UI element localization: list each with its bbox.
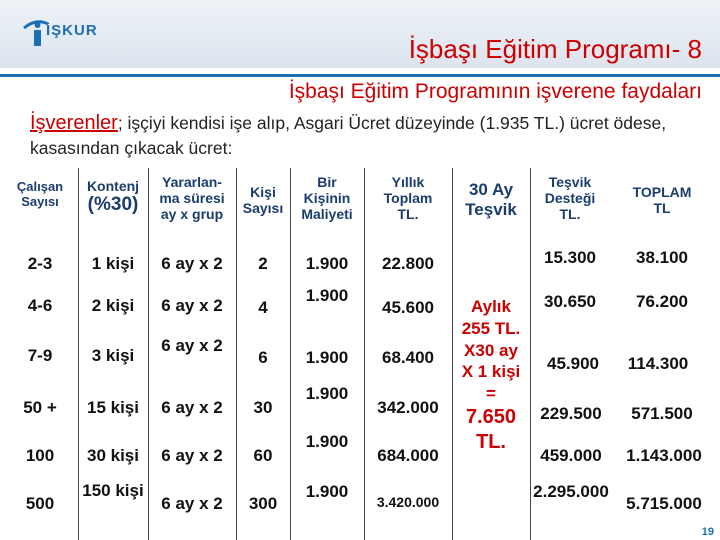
table-cell: 684.000	[377, 446, 439, 465]
table-cell: 1.900	[305, 254, 349, 273]
note-line: TL.	[476, 431, 506, 454]
header-kontenjan	[78, 178, 148, 216]
table-cell: 1.900	[305, 432, 349, 451]
table-cell: 7-9	[27, 346, 53, 365]
table-cell: 4-6	[27, 296, 53, 315]
slide-subtitle: İşbaşı Eğitim Programının işverene faydaları	[288, 80, 702, 103]
table-cell: 60	[253, 446, 273, 465]
header-kontenjan-line2: (%30)	[87, 194, 139, 216]
header-tesvik-destegi-line2: Desteği	[544, 190, 596, 207]
header-tesvik-destegi-line3: TL.	[559, 206, 581, 223]
header-toplam-line2: TL	[653, 200, 671, 217]
table-cell: 3 kişi	[91, 346, 135, 365]
table-cell: 1.900	[305, 286, 349, 305]
header-maliyet-line3: Maliyeti	[301, 206, 353, 223]
table-cell: 4	[258, 298, 268, 317]
header-kisi-line2: Sayısı	[242, 200, 284, 217]
table-cell: 2-3	[27, 254, 53, 273]
table-cell: 22.800	[382, 254, 434, 273]
header-yillik-line2: Toplam	[383, 190, 433, 207]
header-tesvik30	[452, 180, 530, 219]
table-cell: 114.300	[627, 354, 689, 373]
header-yillik-line3: TL.	[397, 206, 419, 223]
table-cell: 2	[258, 254, 268, 273]
header-tesvik30-line2: Teşvik	[465, 199, 517, 219]
header-calisan-line2: Sayısı	[21, 193, 59, 209]
table-cell: 571.500	[631, 404, 693, 423]
table-cell: 1.900	[305, 348, 349, 367]
header-maliyet-line2: Kişinin	[303, 190, 351, 207]
table-cell: 76.200	[636, 292, 688, 311]
table-cell: 342.000	[377, 398, 439, 417]
header-sure-line2: ma süresi	[159, 190, 225, 207]
header-kontenjan-line1: Kontenj	[86, 178, 140, 194]
header-sure	[148, 174, 236, 222]
note-line: 7.650	[465, 405, 517, 428]
note-line: X 1 kişi	[461, 362, 521, 382]
header-kisi	[236, 184, 290, 216]
table-cell: 30 kişi	[87, 446, 139, 465]
table-cell: 30	[253, 398, 273, 417]
table-cell: 229.500	[540, 404, 602, 423]
table-cell: 6 ay x 2	[161, 296, 223, 315]
table-cell: 50 +	[23, 398, 57, 417]
intro-paragraph	[30, 110, 720, 161]
table-cell: 38.100	[636, 248, 688, 267]
table-cell: 6 ay x 2	[161, 254, 223, 273]
header-maliyet-line1: Bir	[317, 174, 337, 190]
header-kisi-line1: Kişi	[250, 184, 276, 200]
table-cell: 3.420.000	[376, 494, 440, 510]
header-toplam	[610, 184, 714, 216]
table-cell: 15.300	[544, 248, 596, 267]
title-divider	[0, 74, 720, 77]
monthly-incentive-note	[452, 296, 530, 456]
table-cell: 1.900	[305, 482, 349, 501]
header-yillik-line1: Yıllık	[391, 174, 425, 190]
table-cell: 45.900	[547, 354, 599, 373]
header-sure-line3: ay x grup	[160, 206, 224, 223]
table-cell: 6 ay x 2	[161, 398, 223, 417]
header-tesvik-destegi-line1: Teşvik	[548, 174, 592, 190]
header-calisan-line1: Çalışan	[16, 179, 64, 194]
table-cell: 15 kişi	[87, 398, 139, 417]
table-cell: 68.400	[382, 348, 434, 367]
table-cell: 1 kişi	[91, 254, 135, 273]
note-line: X30 ay	[464, 340, 518, 360]
table-cell: 500	[25, 494, 55, 513]
note-line: =	[486, 384, 496, 403]
header-maliyet	[290, 174, 364, 222]
header-calisan	[4, 180, 76, 210]
table-cell: 1.143.000	[626, 446, 702, 465]
header-sure-line1: Yararlan-	[162, 174, 222, 190]
header-tesvik-destegi	[530, 174, 610, 222]
table-cell: 300	[248, 494, 278, 513]
intro-text: ; işçiyi kendisi işe alıp, Asgari Ücret düzeyinde (1.935 TL.) ücret ödese, kasasından çıkacak ücret:	[30, 113, 667, 158]
table-cell: 30.650	[544, 292, 596, 311]
table-cell: 459.000	[540, 446, 602, 465]
slide-title: İşbaşı Eğitim Programı- 8	[408, 34, 702, 64]
table-cell: 6 ay x 2	[161, 336, 223, 355]
table-cell: 2.295.000	[533, 482, 609, 501]
table-cell: 6	[258, 348, 268, 367]
intro-lead: İşverenler	[30, 112, 118, 134]
table-cell: 6 ay x 2	[161, 494, 223, 513]
table-cell: 100	[25, 446, 55, 465]
header-yillik	[364, 174, 452, 222]
header-tesvik30-line1: 30 Ay	[468, 180, 514, 199]
header-toplam-line1: TOPLAM	[632, 184, 692, 200]
note-line: Aylık	[470, 297, 511, 316]
page-number: 19	[701, 526, 714, 538]
table-cell: 1.900	[305, 384, 349, 403]
table-cell: 5.715.000	[626, 494, 702, 513]
logo-text: İŞKUR	[46, 22, 98, 39]
table-cell: 2 kişi	[91, 296, 135, 315]
table-cell: 6 ay x 2	[161, 446, 223, 465]
note-line: 255 TL.	[461, 318, 521, 338]
table-cell: 150 kişi	[82, 481, 144, 500]
table-cell: 45.600	[382, 298, 434, 317]
